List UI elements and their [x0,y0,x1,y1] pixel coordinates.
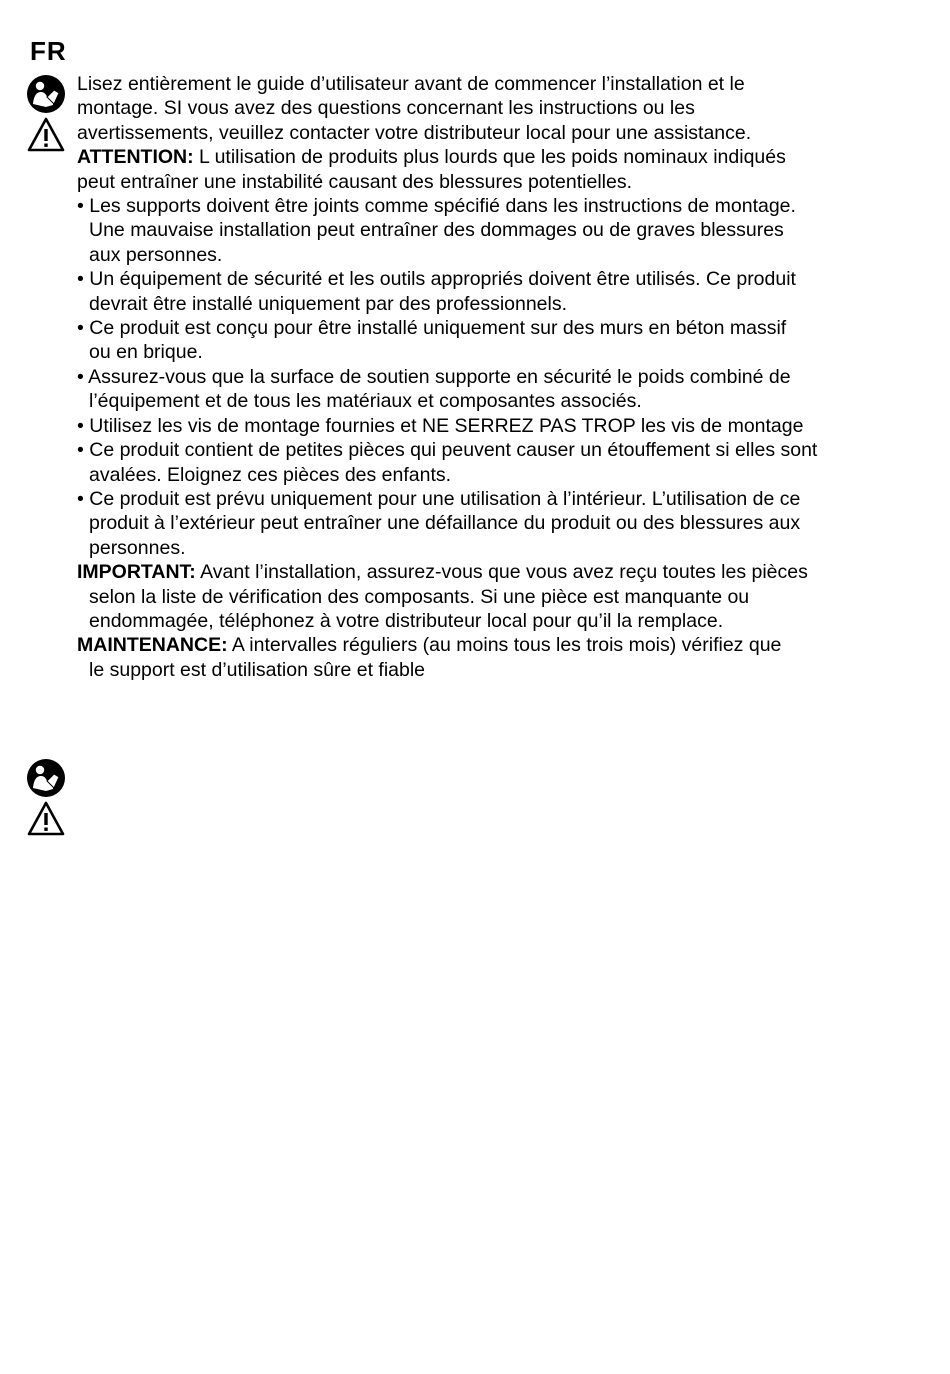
intro-line: avertissements, veuillez contacter votre distributeur local pour une assistance. [77,121,752,144]
maintenance-text: A intervalles réguliers (au moins tous les trois mois) vérifiez que [227,634,782,657]
read-manual-icon [26,74,66,114]
maintenance-text: le support est d’utilisation sûre et fiable [89,658,426,681]
important-text: endommagée, téléphonez à votre distributeur local pour qu’il la remplace. [89,609,724,632]
bullet-item: • Assurez-vous que la surface de soutien supporte en sécurité le poids combiné de [77,365,791,388]
bullet-item: • Ce produit est conçu pour être installé uniquement sur des murs en béton massif [77,317,787,340]
bullet-continuation: produit à l’extérieur peut entraîner une défaillance du produit ou des blessures aux [89,512,801,535]
warning-triangle-icon [26,116,66,156]
important-paragraph [77,560,937,584]
bullet-continuation: devrait être installé uniquement par des professionnels. [89,292,568,315]
safety-instructions [77,72,937,682]
bullet-item: • Un équipement de sécurité et les outils appropriés doivent être utilisés. Ce produit [77,268,796,291]
bullet-continuation: l’équipement et de tous les matériaux et composantes associés. [89,390,642,413]
bullet-continuation: aux personnes. [89,243,223,266]
bullet-continuation: ou en brique. [89,341,203,364]
bullet-item: • Ce produit est prévu uniquement pour une utilisation à l’intérieur. L’utilisation de ce [77,487,801,510]
intro-line: Lisez entièrement le guide d’utilisateur avant de commencer l’installation et le [77,73,745,95]
bullet-item: • Les supports doivent être joints comme spécifié dans les instructions de montage. [77,195,796,218]
warning-triangle-icon [26,800,66,840]
attention-text: peut entraîner une instabilité causant des blessures potentielles. [77,170,633,193]
bullet-item: • Ce produit contient de petites pièces qui peuvent causer un étouffement si elles sont [77,439,818,462]
intro-line: montage. SI vous avez des questions concernant les instructions ou les [77,97,695,120]
bullet-continuation: avalées. Eloignez ces pièces des enfants. [89,463,452,486]
bullet-continuation: personnes. [89,536,186,559]
bullet-continuation: Une mauvaise installation peut entraîner des dommages ou de graves blessures [89,219,784,242]
attention-label: ATTENTION: [77,146,194,169]
read-manual-icon [26,758,66,798]
attention-paragraph [77,145,937,169]
important-label: IMPORTANT: [77,561,196,584]
important-text: Avant l’installation, assurez-vous que vous avez reçu toutes les pièces [195,561,808,584]
maintenance-paragraph [77,633,937,657]
language-code: FR [30,36,67,66]
attention-text: L utilisation de produits plus lourds que les poids nominaux indiqués [193,146,786,169]
maintenance-label: MAINTENANCE: [77,634,228,657]
bullet-item: • Utilisez les vis de montage fournies et NE SERREZ PAS TROP les vis de montage [77,414,804,437]
important-text: selon la liste de vérification des composants. Si une pièce est manquante ou [89,585,750,608]
